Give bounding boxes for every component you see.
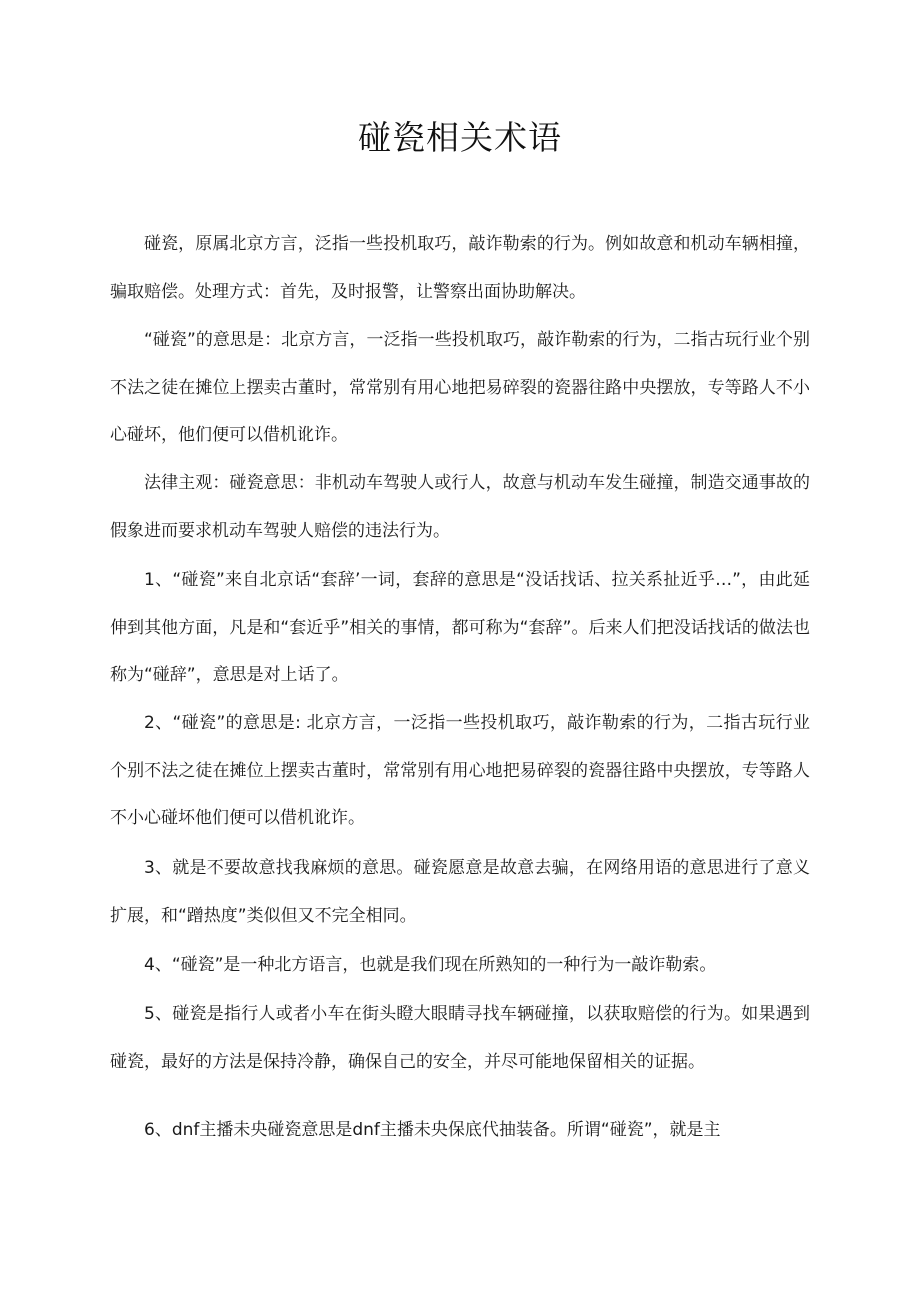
paragraph-item-5: 5、碰瓷是指行人或者小车在街头瞪大眼睛寻找车辆碰撞，以获取赔偿的行为。如果遇到碰瓷，最好的方法是保持冷静，确保自己的安全，并尽可能地保留相关的证据。 <box>110 1004 810 1072</box>
paragraph-definition: 碰瓷，原属北京方言，泛指一些投机取巧，敲诈勒索的行为。例如故意和机动车辆相撞，骗取赔偿。处理方式：首先，及时报警，让警察出面协助解决。 <box>110 234 810 302</box>
paragraph-item-1: 1、“碰瓷”来自北京话“套辞’一词，套辞的意思是“没话找话、拉关系扯近乎…”，由此延伸到其他方面，凡是和“套近乎”相关的事情，都可称为“套辞”。后来人们把没话找话的做法也称为“碰辞”，意思是对上话了。 <box>110 570 810 685</box>
paragraph-meaning: “碰瓷”的意思是：北京方言，一泛指一些投机取巧，敲诈勒索的行为，二指古玩行业个别不法之徒在摊位上摆卖古董时，常常别有用心地把易碎裂的瓷器往路中央摆放，专等路人不小心碰坏，他们便可以借机讹诈。 <box>110 330 810 445</box>
paragraph-item-4: 4、“碰瓷”是一种北方语言，也就是我们现在所熟知的一种行为一敲诈勒索。 <box>144 955 717 975</box>
paragraph-item-6: 6、dnf主播未央碰瓷意思是dnf主播未央保底代抽装备。所谓“碰瓷”，就是主 <box>144 1120 721 1140</box>
paragraph-item-3: 3、就是不要故意找我麻烦的意思。碰瓷愿意是故意去骗，在网络用语的意思进行了意义扩展，和“蹭热度”类似但又不完全相同。 <box>110 858 810 926</box>
document-title: 碰瓷相关术语 <box>358 118 562 157</box>
paragraph-legal: 法律主观：碰瓷意思：非机动车驾驶人或行人，故意与机动车发生碰撞，制造交通事故的假象进而要求机动车驾驶人赔偿的违法行为。 <box>110 473 810 541</box>
paragraph-item-2: 2、“碰瓷”的意思是: 北京方言，一泛指一些投机取巧，敲诈勒索的行为，二指古玩行业个别不法之徒在摊位上摆卖古董时，常常别有用心地把易碎裂的瓷器往路中央摆放，专等路人不小心碰坏他们便可以借机讹诈。 <box>110 713 810 828</box>
